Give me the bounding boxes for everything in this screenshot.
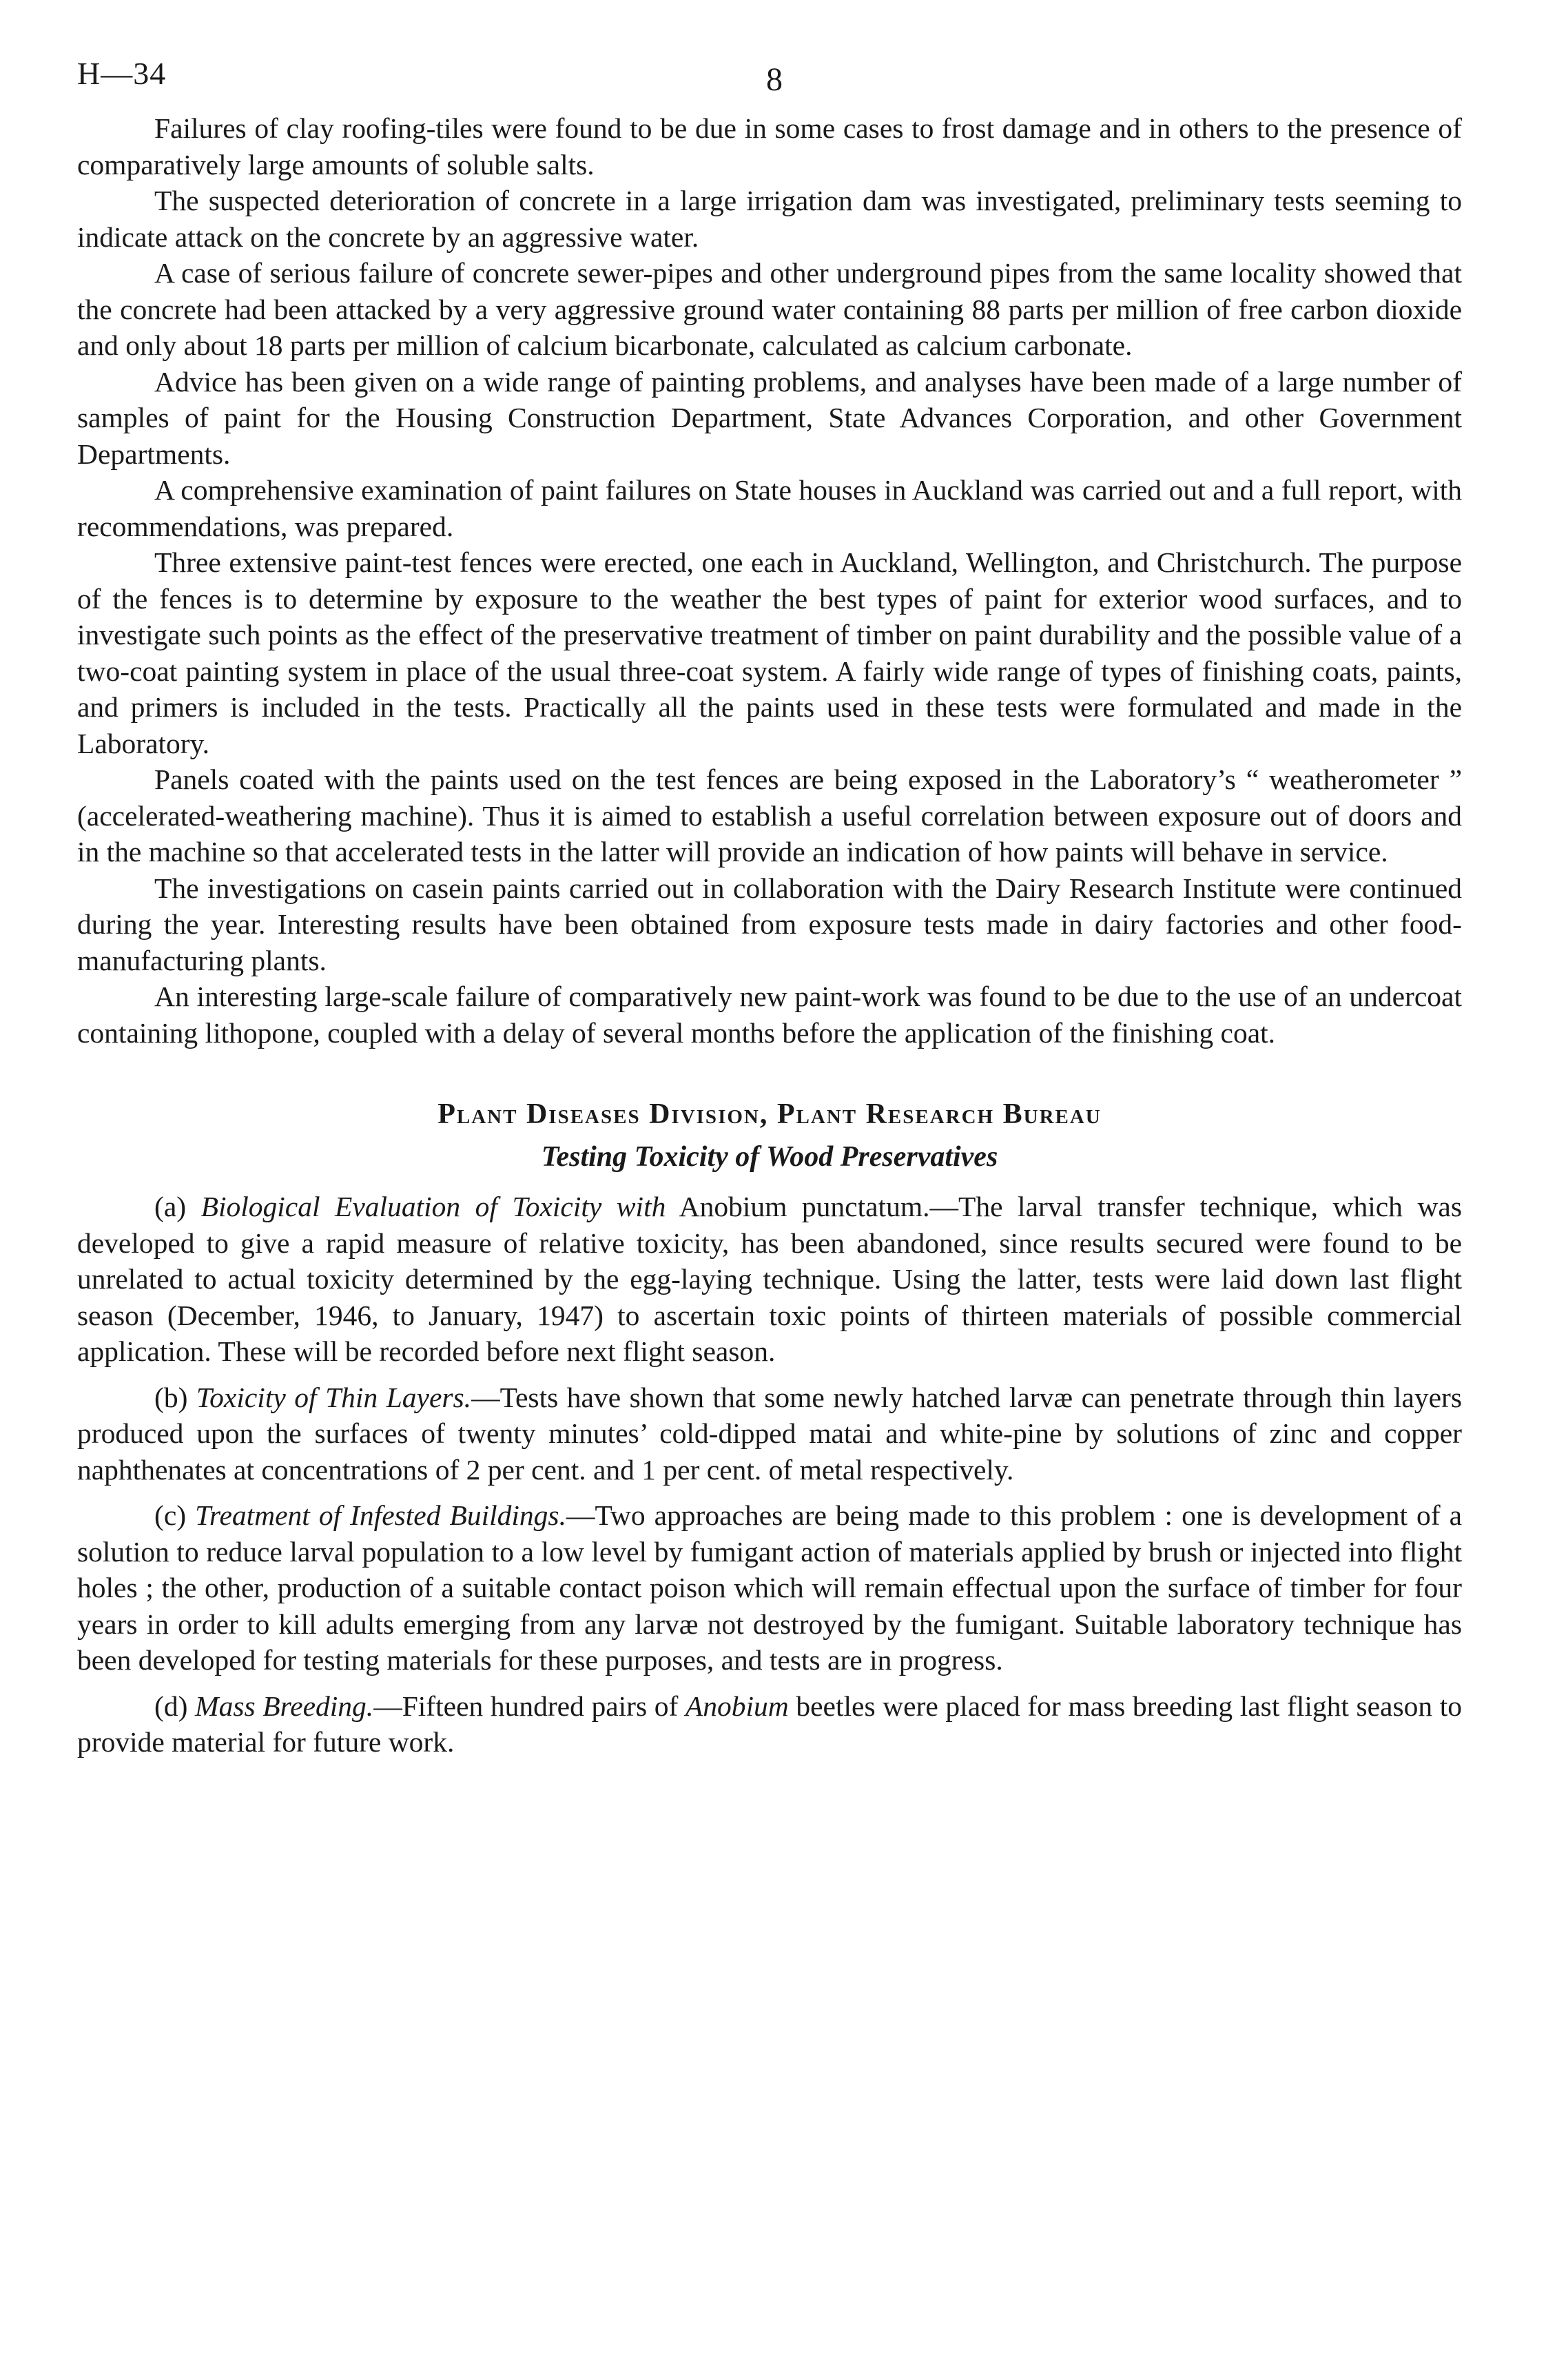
section-subheading: Testing Toxicity of Wood Preservatives	[541, 1141, 998, 1173]
paragraph-weatherometer: Panels coated with the paints used on the test fences are being exposed in the Laboratory’s “ weatherometer ” (accelerated-weathering machine). Thus it is aimed to establish a useful correlation between exposure out of doors and in the machine so that accelerated tests in the latter will provide an indication of how paints will behave in service.	[77, 763, 1462, 868]
item-thin-layers	[77, 1379, 1462, 1488]
item-title: Mass Breeding.	[195, 1690, 374, 1722]
paragraph-casein-paints: The investigations on casein paints carried out in collaboration with the Dairy Research Institute were continued during the year. Interesting results have been obtained from exposure tests made in dairy factories and other food-manufacturing plants.	[77, 872, 1462, 976]
page-header	[77, 48, 1462, 110]
paragraph-sewer-pipes: A case of serious failure of concrete sewer-pipes and other underground pipes from the same locality showed that the concrete had been attacked by a very aggressive ground water containing 88 parts per million of free carbon dioxide and only about 18 parts per million of calcium bicarbonate, calculated as calcium carbonate.	[77, 257, 1462, 361]
item-infested-buildings	[77, 1497, 1462, 1679]
item-body-end: beetles were placed for mass breeding last flight season to provide material for future work.	[77, 1690, 1463, 1758]
item-label: (d)	[154, 1690, 188, 1722]
item-mass-breeding	[77, 1688, 1462, 1761]
paragraph-irrigation-dam: The suspected deterioration of concrete in a large irrigation dam was investigated, preliminary tests seeming to indicate attack on the concrete by an aggressive water.	[77, 185, 1462, 253]
item-body-italic: Anobium	[685, 1690, 789, 1722]
item-body: —Tests have shown that some newly hatched larvæ can penetrate through thin layers produced upon the surfaces of twenty minutes’ cold-dipped matai and white-pine by solutions of zinc and copper naphthenates at concentrations of 2 per cent. and 1 per cent. of metal respectively.	[77, 1381, 1463, 1486]
item-title-upright: Anobium punctatum.	[679, 1191, 930, 1222]
item-title: Toxicity of Thin Layers.	[196, 1381, 472, 1413]
page-number: 8	[766, 61, 783, 98]
paragraph-painting-advice: Advice has been given on a wide range of painting problems, and analyses have been made of a large number of samples of paint for the Housing Construction Department, State Advances Corporation, and other Government Departments.	[77, 365, 1462, 470]
document-page	[77, 48, 1462, 1761]
paragraph-paint-test-fences: Three extensive paint-test fences were erected, one each in Auckland, Wellington, and Christchurch. The purpose of the fences is to determine by exposure to the weather the best types of paint for exterior wood surfaces, and to investigate such points as the effect of the preservative treatment of timber on paint durability and the possible value of a two-coat painting system in place of the usual three-coat system. A fairly wide range of types of finishing coats, paints, and primers is included in the tests. Practically all the paints used in these tests were formulated and made in the Laboratory.	[77, 546, 1462, 759]
item-title: Biological Evaluation of Toxicity with	[200, 1191, 666, 1222]
paragraph-paint-failure: An interesting large-scale failure of comparatively new paint-work was found to be due to the use of an undercoat containing lithopone, coupled with a delay of several months before the application of the finishing coat.	[77, 981, 1462, 1049]
item-label: (c)	[154, 1499, 187, 1531]
item-label: (a)	[154, 1191, 187, 1222]
paragraph-state-houses: A comprehensive examination of paint failures on State houses in Auckland was carried out and a full report, with recommendations, was prepared.	[77, 474, 1462, 542]
item-body: —The larval transfer technique, which was developed to give a rapid measure of relative toxicity, has been abandoned, since results secured were found to be unrelated to actual toxicity determined by the egg-laying technique. Using the latter, tests were laid down last flight season (December, 1946, to January, 1947) to ascertain toxic points of thirteen materials of possible commercial application. These will be recorded before next flight season.	[77, 1191, 1463, 1367]
item-title: Treatment of Infested Buildings.	[195, 1499, 566, 1531]
paragraph-roofing-tiles: Failures of clay roofing-tiles were found to be due in some cases to frost damage and in others to the presence of comparatively large amounts of soluble salts.	[77, 112, 1462, 181]
item-body: —Two approaches are being made to this problem : one is development of a solution to reduce larval population to a low level by fumigant action of materials applied by brush or injected into flight holes ; the other, production of a suitable contact poison which will remain effectual upon the surface of timber for four years in order to kill adults emerging from any larvæ not destroyed by the fumigant. Suitable laboratory technique has been developed for testing materials for these purposes, and tests are in progress.	[77, 1499, 1462, 1676]
item-body: —Fifteen hundred pairs of	[373, 1690, 686, 1722]
item-label: (b)	[154, 1381, 188, 1413]
section-heading: Plant Diseases Division, Plant Research Bureau	[437, 1098, 1102, 1130]
page-reference: H—34	[77, 56, 167, 91]
item-biological-evaluation	[77, 1189, 1462, 1370]
